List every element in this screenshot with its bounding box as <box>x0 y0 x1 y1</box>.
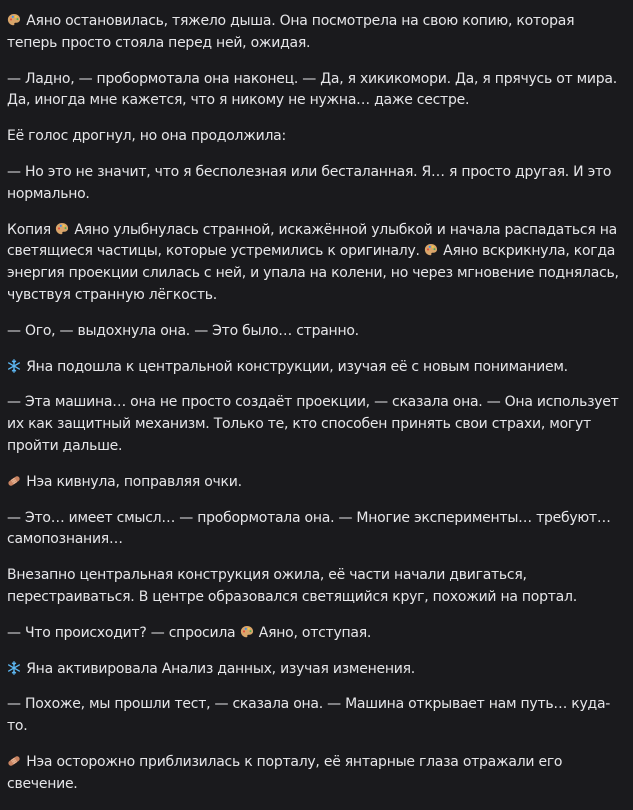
paragraph-p13 <box>7 659 627 681</box>
paragraph-p7 <box>7 357 627 379</box>
paragraph-p10 <box>7 508 627 552</box>
paragraph-p4 <box>7 162 627 206</box>
text-segment: — Но это не значит, что я бесполезная или бесталанная. Я… я просто другая. И это нормально. <box>7 163 612 202</box>
paragraph-p3 <box>7 126 627 148</box>
text-segment: Нэа кивнула, поправляя очки. <box>22 473 242 490</box>
snowflake-icon <box>7 661 21 675</box>
paragraph-p9 <box>7 472 627 494</box>
paragraph-p8 <box>7 392 627 457</box>
text-segment: Её голос дрогнул, но она продолжила: <box>7 128 286 145</box>
snowflake-icon <box>7 359 21 373</box>
text-segment: Яна активировала Анализ данных, изучая изменения. <box>22 660 415 677</box>
text-segment: Аяно остановилась, тяжело дыша. Она посмотрела на свою копию, которая теперь просто стояла перед ней, ожидая. <box>7 13 575 51</box>
text-segment: Яна подошла к центральной конструкции, изучая её с новым пониманием. <box>22 358 568 375</box>
paragraph-p5 <box>7 220 627 307</box>
paragraph-p1 <box>7 11 627 55</box>
text-segment: — Похоже, мы прошли тест, — сказала она. — Машина открывает нам путь… куда-то. <box>7 696 611 735</box>
text-segment: Копия <box>7 221 56 238</box>
bandage-icon <box>7 754 21 768</box>
palette-icon <box>424 243 438 257</box>
palette-icon <box>240 625 254 639</box>
palette-icon <box>55 222 69 236</box>
paragraph-p6 <box>7 321 627 343</box>
text-segment: — Что происходит? — спросила <box>7 624 240 641</box>
paragraph-p2 <box>7 69 627 113</box>
paragraph-p14 <box>7 694 627 738</box>
message-content <box>7 11 627 810</box>
text-segment: — Ого, — выдохнула она. — Это было… странно. <box>7 322 359 339</box>
paragraph-p12 <box>7 623 627 645</box>
text-segment: Аяно, отступая. <box>254 624 372 641</box>
text-segment: Внезапно центральная конструкция ожила, её части начали двигаться, перестраиваться. В центре образовался светящийся круг, похожий на портал. <box>7 567 577 605</box>
paragraph-p11 <box>7 565 627 609</box>
text-segment: Нэа осторожно приблизилась к порталу, её янтарные глаза отражали его свечение. <box>7 753 563 792</box>
paragraph-p15 <box>7 752 627 796</box>
text-segment: — Это… имеет смысл… — пробормотала она. — Многие эксперименты… требуют… самопознания… <box>7 509 611 548</box>
text-segment: Аяно вскрикнула, когда энергия проекции слилась с ней, и упала на колени, но через мгновение поднялась, чувствуя странную лёгкость. <box>7 243 619 303</box>
bandage-icon <box>7 474 21 488</box>
palette-icon <box>7 13 21 27</box>
text-segment: Аяно улыбнулась странной, искажённой улыбкой и начала распадаться на светящиеся частицы, которые устремились к оригиналу. <box>7 221 617 260</box>
text-segment: — Эта машина… она не просто создаёт проекции, — сказала она. — Она использует их как защитный механизм. Только те, кто способен принять свои страхи, могут пройти дальше. <box>7 394 619 454</box>
text-segment: — Ладно, — пробормотала она наконец. — Да, я хикикомори. Да, я прячусь от мира. Да, иногда мне кажется, что я никому не нужна… даже сестре. <box>7 70 617 109</box>
